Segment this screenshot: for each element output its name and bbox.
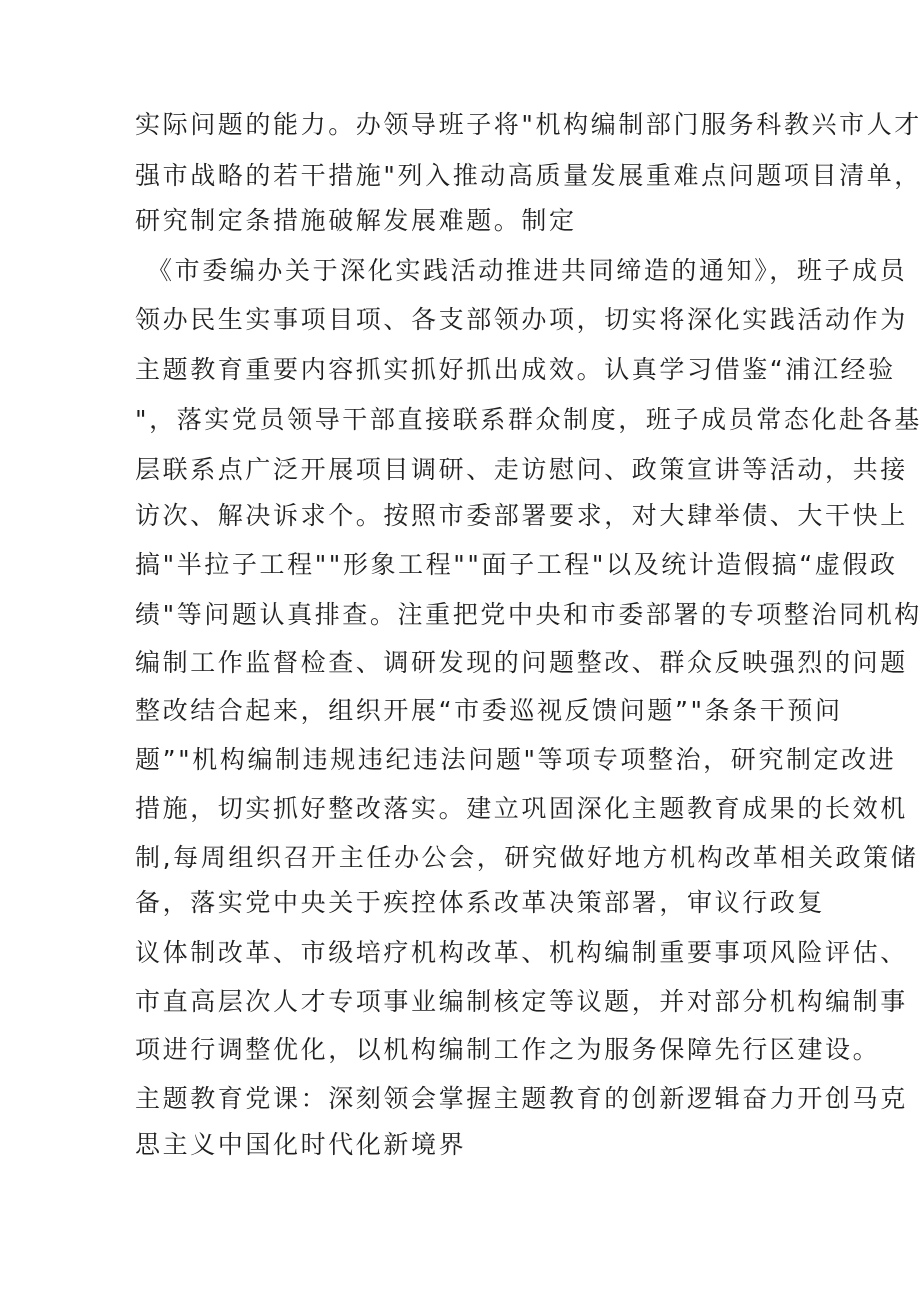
text-line: 制,每周组织召开主任办公会，研究做好地方机构改革相关政策储 [135,843,919,872]
text-line: 编制工作监督检查、调研发现的问题整改、群众反映强烈的问题 [135,648,908,677]
text-line: 议体制改革、市级培疗机构改革、机构编制重要事项风险评估、 [135,938,908,967]
text-line: 层联系点广泛开展项目调研、走访慰问、政策宣讲等活动，共接 [135,455,908,484]
text-line: 研究制定条措施破解发展难题。制定 [135,206,577,235]
text-line: 领办民生实事项目项、各支部领办项，切实将深化实践活动作为 [135,305,908,334]
text-line: 《市委编办关于深化实践活动推进共同缔造的通知》，班子成员 [147,256,908,285]
text-line: 整改结合起来，组织开展“市委巡视反馈问题”"条条干预问 [135,696,843,725]
text-line: 主题教育党课：深刻领会掌握主题教育的创新逻辑奋力开创马克 [135,1084,908,1113]
text-line: 绩"等问题认真排查。注重把党中央和市委部署的专项整治同机构 [135,600,922,629]
text-line: 市直高层次人才专项事业编制核定等议题，并对部分机构编制事 [135,987,908,1016]
text-line: 题”"机构编制违规违纪违法问题"等项专项整治，研究制定改进 [135,745,897,774]
text-line: 备，落实党中央关于疾控体系改革决策部署，审议行政复 [135,888,826,917]
text-line: 强市战略的若干措施"列入推动高质量发展重难点问题项目清单， [135,161,922,190]
text-line: 思主义中国化时代化新境界 [135,1130,467,1159]
text-line: 措施，切实抓好整改落实。建立巩固深化主题教育成果的长效机 [135,794,908,823]
text-line: 搞"半拉子工程""形象工程""面子工程"以及统计造假搞“虚假政 [135,550,898,579]
text-line: 项进行调整优化，以机构编制工作之为服务保障先行区建设。 [135,1035,881,1064]
text-line: 实际问题的能力。办领导班子将"机构编制部门服务科教兴市人才 [135,110,922,139]
text-line: "，落实党员领导干部直接联系群众制度，班子成员常态化赴各基 [135,405,922,434]
text-line: 主题教育重要内容抓实抓好抓出成效。认真学习借鉴“浦江经验 [135,355,896,384]
text-line: 访次、解决诉求个。按照市委部署要求，对大肆举债、大干快上 [135,501,908,530]
